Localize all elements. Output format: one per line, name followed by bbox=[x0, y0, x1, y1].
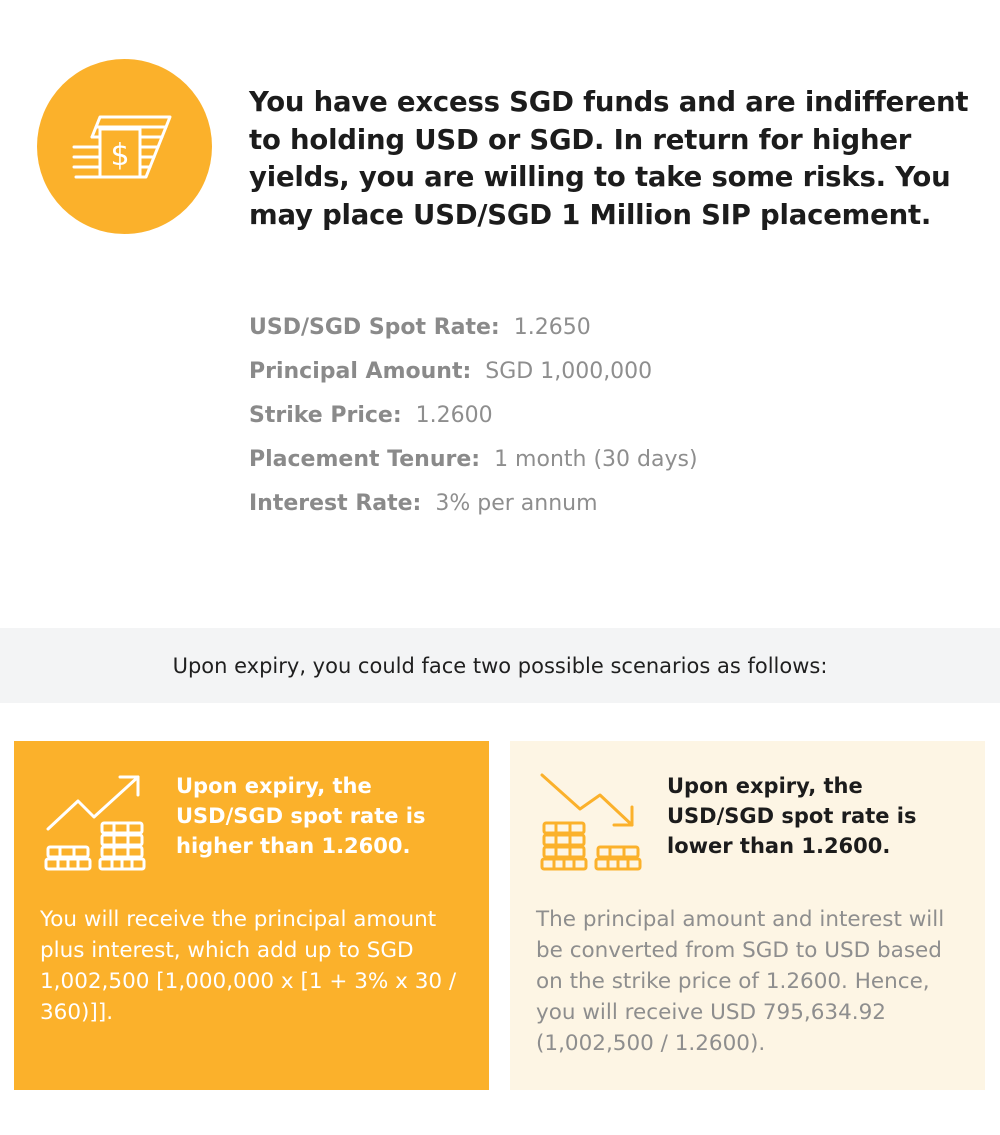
scenario-title: Upon expiry, the USD/SGD spot rate is higher than 1.2600. bbox=[176, 774, 426, 858]
scenario-card-higher bbox=[14, 741, 489, 1090]
detail-label: Principal Amount: bbox=[249, 359, 472, 384]
scenarios-intro-band bbox=[0, 628, 1000, 703]
detail-row-principal bbox=[249, 354, 949, 398]
headline: You have excess SGD funds and are indifferent to holding USD or SGD. In return for higher yields, you are willing to take some risks. You may place USD/SGD 1 Million SIP placement. bbox=[249, 86, 969, 231]
scenarios-intro-text: Upon expiry, you could face two possible scenarios as follows: bbox=[172, 653, 828, 678]
scenario-body: You will receive the principal amount plus interest, which add up to SGD 1,002,500 [1,000,000 x [1 + 3% x 30 / 360)]]. bbox=[40, 907, 457, 1025]
detail-label: Placement Tenure: bbox=[249, 447, 481, 472]
detail-value: 1 month (30 days) bbox=[494, 447, 698, 472]
detail-row-tenure bbox=[249, 442, 949, 486]
svg-text:$: $ bbox=[109, 137, 130, 173]
detail-value: 1.2600 bbox=[415, 403, 493, 428]
rising-chart-coins-icon bbox=[42, 771, 152, 881]
detail-value: 3% per annum bbox=[435, 491, 598, 516]
scenario-title: Upon expiry, the USD/SGD spot rate is lower than 1.2600. bbox=[667, 774, 917, 858]
detail-value: SGD 1,000,000 bbox=[485, 359, 653, 384]
money-stack-icon bbox=[37, 59, 212, 234]
scenario-card-lower bbox=[510, 741, 985, 1090]
placement-details bbox=[249, 310, 949, 530]
detail-row-strike-price bbox=[249, 398, 949, 442]
detail-label: USD/SGD Spot Rate: bbox=[249, 315, 500, 340]
detail-label: Strike Price: bbox=[249, 403, 402, 428]
detail-row-spot-rate bbox=[249, 310, 949, 354]
detail-row-interest-rate bbox=[249, 486, 949, 530]
falling-chart-coins-icon bbox=[538, 771, 648, 881]
detail-value: 1.2650 bbox=[513, 315, 591, 340]
detail-label: Interest Rate: bbox=[249, 491, 422, 516]
scenario-body: The principal amount and interest will be converted from SGD to USD based on the strike price of 1.2600. Hence, you will receive USD 795,634.92 (1,002,500 / 1.2600). bbox=[536, 907, 945, 1056]
